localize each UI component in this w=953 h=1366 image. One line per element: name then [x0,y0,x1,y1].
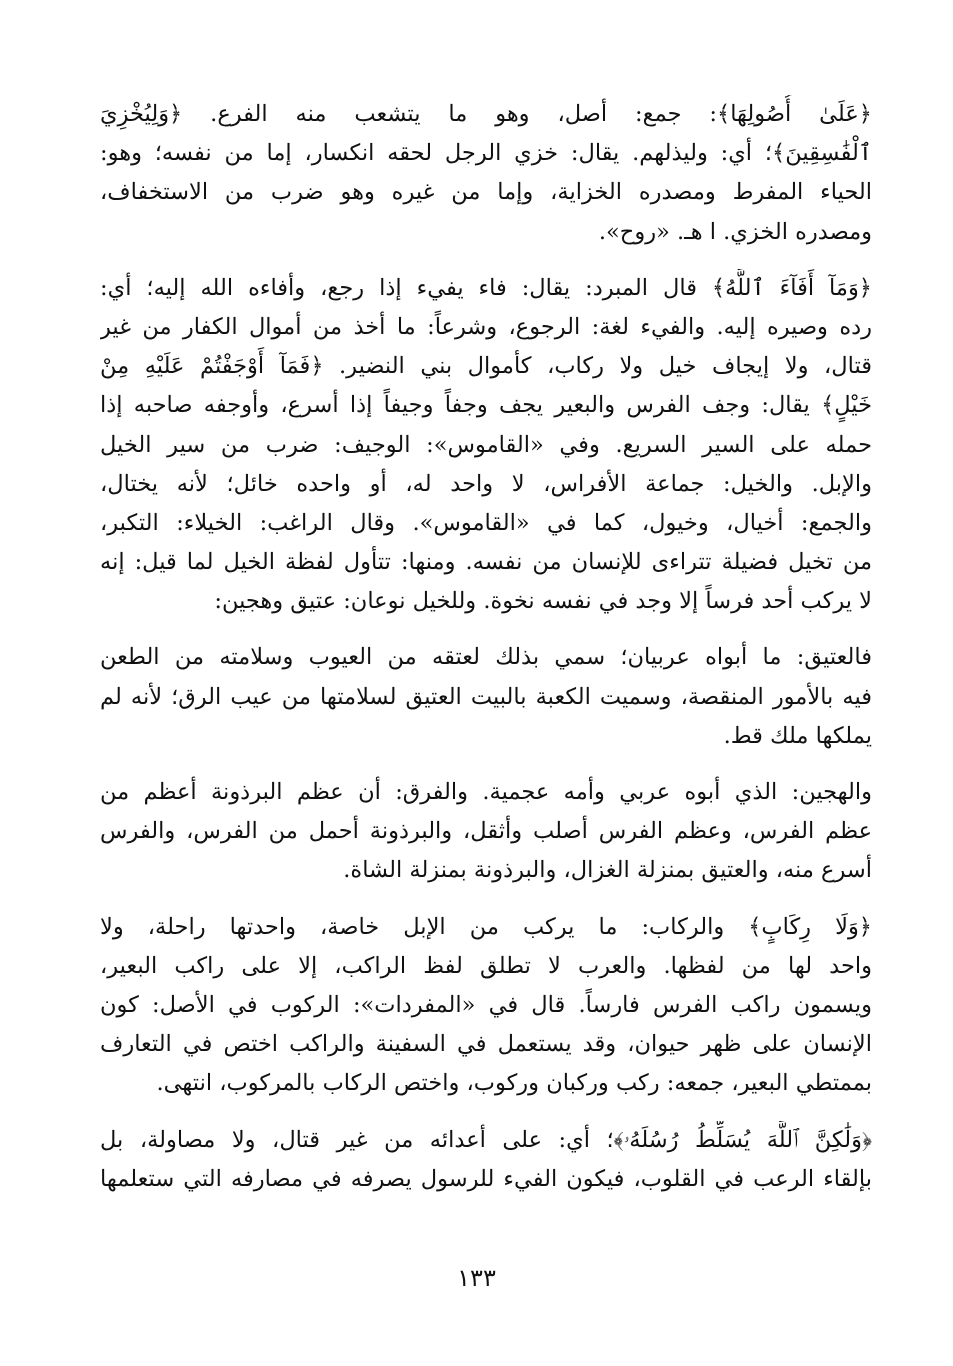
text-line: ﴿وَلَٰكِنَّ ٱللَّهَ يُسَلِّطُ رُسُلَهُۥ﴾؛ أي: على أعدائه من غير قتال، ولا مصاولة، بل [100,1126,872,1153]
text-line: ﴿وَلَا رِكَابٍ﴾ والركاب: ما يركب من الإبل خاصة، واحدتها راحلة، ولا [100,913,872,940]
text-line: ﴿وَمَآ أَفَآءَ ٱللَّهُ﴾ قال المبرد: يقال: فاء يفيء إذا رجع، وأفاءه الله إليه؛ أي: [100,274,872,301]
text-line: من تخيل فضيلة تتراءى للإنسان من نفسه. ومنها: تتأول لفظة الخيل لما قيل: إنه [100,549,872,576]
text-line: والجمع: أخيال، وخيول، كما في «القاموس». وقال الراغب: الخيلاء: التكبر، [100,509,872,536]
text-line: ﴿عَلَىٰ أُصُولِهَا﴾: جمع: أصل، وهو ما يتشعب منه الفرع. ﴿وَلِيُخْزِيَ [100,101,872,127]
text-line: واحد لها من لفظها. والعرب لا تطلق لفظ الراكب، إلا على راكب البعير، [100,952,872,979]
text-line: قتال، ولا إيجاف خيل ولا ركاب، كأموال بني النضير. ﴿فَمَآ أَوْجَفْتُمْ عَلَيْهِ مِنْ [100,353,872,380]
text-line: أسرع منه، والعتيق بمنزلة الغزال، والبرذونة بمنزلة الشاة. [343,857,872,884]
text-line: يملكها ملك قط. [723,722,872,749]
text-line: ٱلْفَٰسِقِينَ﴾؛ أي: وليذلهم. يقال: خزي الرجل لحقه انكسار، إما من نفسه؛ وهو: [100,140,872,167]
text-line: ومصدره الخزي. ا هـ. «روح». [598,218,872,245]
text-line: والإبل. والخيل: جماعة الأفراس، لا واحد له، أو واحده خائل؛ لأنه يختال، [100,470,872,497]
text-line: الإنسان على ظهر حيوان، وقد يستعمل في السفينة والراكب اختص في التعارف [100,1031,872,1058]
text-line: الحياء المفرط ومصدره الخزاية، وإما من غيره وهو ضرب من الاستخفاف، [100,179,872,206]
paragraph-roots-disgrace [100,95,872,252]
paragraph-fay-definition [100,269,872,622]
paragraph-hajin [100,773,872,891]
paragraph-messengers [100,1121,872,1199]
text-line: حمله على السير السريع. وفي «القاموس»: الوجيف: ضرب من سير الخيل [100,431,872,458]
text-line: بإلقاء الرعب في القلوب، فيكون الفيء للرسول يصرفه في مصارفه التي ستعلمها [100,1165,872,1192]
page-number: ١٣٣ [457,1264,496,1292]
paragraph-rikab [100,908,872,1104]
text-line: عظم الفرس، وعظم الفرس أصلب وأثقل، والبرذونة أحمل من الفرس، والفرس [100,818,872,845]
text-line: رده وصيره إليه. والفيء لغة: الرجوع، وشرعاً: ما أخذ من أموال الكفار من غير [100,313,872,340]
text-line: فالعتيق: ما أبواه عربيان؛ سمي بذلك لعتقه من العيوب وسلامته من الطعن [100,644,872,671]
text-line: بممتطي البعير، جمعه: ركب وركبان وركوب، واختص الركاب بالمركوب، انتهى. [156,1070,872,1097]
text-line: لا يركب أحد فرساً إلا وجد في نفسه نخوة. وللخيل نوعان: عتيق وهجين: [214,588,872,615]
paragraph-atiq [100,638,872,756]
text-line: والهجين: الذي أبوه عربي وأمه عجمية. والفرق: أن عظم البرذونة أعظم من [100,779,872,805]
text-line: ويسمون راكب الفرس فارساً. قال في «المفردات»: الركوب في الأصل: كون [100,991,872,1018]
text-line: خَيْلٍ﴾ يقال: وجف الفرس والبعير يجف وجفاً وجيفاً إذا أسرع، وأوجفه صاحبه إذا [100,392,872,419]
text-line: فيه بالأمور المنقصة، وسميت الكعبة بالبيت العتيق لسلامتها من عيب الرق؛ لأنه لم [100,683,872,710]
page-body [100,95,872,1199]
